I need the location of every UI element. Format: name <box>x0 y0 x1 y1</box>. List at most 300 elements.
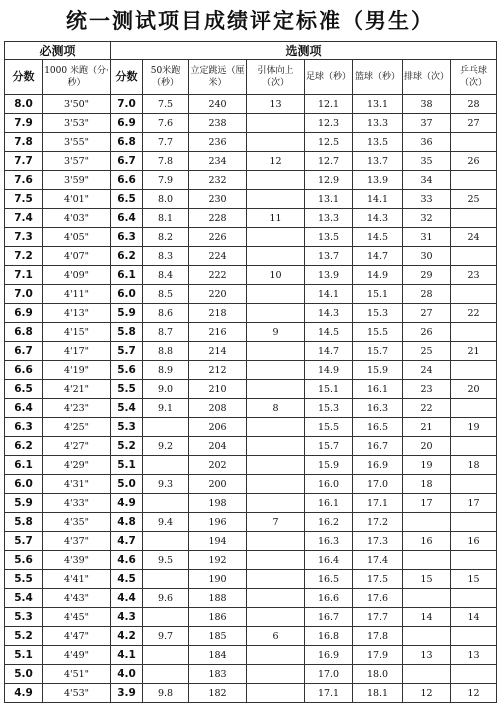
cell-football: 12.7 <box>305 152 353 171</box>
cell-pull-up <box>247 494 305 513</box>
cell-table-tennis: 22 <box>451 304 497 323</box>
table-row <box>5 171 497 190</box>
cell-football: 17.1 <box>305 684 353 703</box>
cell-basketball: 15.1 <box>353 285 403 304</box>
cell-time-1000m: 4'45" <box>43 608 111 627</box>
cell-volleyball: 17 <box>403 494 451 513</box>
cell-score-optional: 4.7 <box>111 532 143 551</box>
cell-score-required: 7.7 <box>5 152 43 171</box>
cell-basketball: 17.6 <box>353 589 403 608</box>
cell-time-50m: 8.5 <box>143 285 189 304</box>
cell-table-tennis: 18 <box>451 456 497 475</box>
cell-score-required: 6.6 <box>5 361 43 380</box>
cell-basketball: 15.9 <box>353 361 403 380</box>
cell-basketball: 15.5 <box>353 323 403 342</box>
cell-score-required: 7.2 <box>5 247 43 266</box>
cell-pull-up <box>247 247 305 266</box>
cell-time-1000m: 4'09" <box>43 266 111 285</box>
cell-time-50m <box>143 646 189 665</box>
cell-score-required: 6.5 <box>5 380 43 399</box>
cell-table-tennis: 21 <box>451 342 497 361</box>
cell-time-50m: 7.7 <box>143 133 189 152</box>
cell-table-tennis <box>451 247 497 266</box>
cell-time-50m: 9.7 <box>143 627 189 646</box>
cell-long-jump: 185 <box>189 627 247 646</box>
cell-score-required: 6.2 <box>5 437 43 456</box>
cell-score-optional: 5.7 <box>111 342 143 361</box>
cell-volleyball: 20 <box>403 437 451 456</box>
cell-time-50m: 8.8 <box>143 342 189 361</box>
cell-volleyball: 12 <box>403 684 451 703</box>
cell-pull-up <box>247 532 305 551</box>
cell-time-50m: 8.6 <box>143 304 189 323</box>
cell-table-tennis <box>451 589 497 608</box>
header-pull-up: 引体向上（次） <box>247 60 305 95</box>
cell-table-tennis: 19 <box>451 418 497 437</box>
cell-score-required: 5.9 <box>5 494 43 513</box>
cell-time-50m: 9.5 <box>143 551 189 570</box>
cell-volleyball: 30 <box>403 247 451 266</box>
cell-time-50m: 9.1 <box>143 399 189 418</box>
cell-time-1000m: 3'53" <box>43 114 111 133</box>
cell-long-jump: 190 <box>189 570 247 589</box>
table-row <box>5 209 497 228</box>
cell-table-tennis <box>451 513 497 532</box>
cell-football: 12.3 <box>305 114 353 133</box>
cell-time-50m: 8.2 <box>143 228 189 247</box>
cell-time-1000m: 4'53" <box>43 684 111 703</box>
cell-long-jump: 198 <box>189 494 247 513</box>
cell-pull-up <box>247 608 305 627</box>
cell-long-jump: 222 <box>189 266 247 285</box>
cell-pull-up: 9 <box>247 323 305 342</box>
table-row <box>5 361 497 380</box>
cell-score-optional: 4.9 <box>111 494 143 513</box>
cell-time-1000m: 3'50" <box>43 95 111 114</box>
cell-score-optional: 5.6 <box>111 361 143 380</box>
cell-basketball: 17.8 <box>353 627 403 646</box>
cell-long-jump: 183 <box>189 665 247 684</box>
cell-basketball: 13.7 <box>353 152 403 171</box>
cell-football: 14.7 <box>305 342 353 361</box>
cell-score-required: 7.0 <box>5 285 43 304</box>
table-row <box>5 190 497 209</box>
cell-football: 16.5 <box>305 570 353 589</box>
table-row <box>5 570 497 589</box>
cell-volleyball: 37 <box>403 114 451 133</box>
cell-table-tennis <box>451 361 497 380</box>
table-row <box>5 684 497 703</box>
cell-football: 15.3 <box>305 399 353 418</box>
cell-volleyball: 21 <box>403 418 451 437</box>
cell-score-required: 7.3 <box>5 228 43 247</box>
cell-long-jump: 226 <box>189 228 247 247</box>
cell-time-1000m: 4'13" <box>43 304 111 323</box>
table-row <box>5 627 497 646</box>
cell-volleyball <box>403 551 451 570</box>
cell-pull-up <box>247 342 305 361</box>
cell-time-1000m: 4'37" <box>43 532 111 551</box>
cell-time-1000m: 4'27" <box>43 437 111 456</box>
table-row <box>5 247 497 266</box>
table-row <box>5 323 497 342</box>
cell-time-1000m: 4'21" <box>43 380 111 399</box>
table-row <box>5 114 497 133</box>
cell-long-jump: 228 <box>189 209 247 228</box>
cell-volleyball <box>403 589 451 608</box>
cell-time-50m <box>143 456 189 475</box>
cell-table-tennis: 14 <box>451 608 497 627</box>
cell-time-50m <box>143 532 189 551</box>
cell-score-required: 7.4 <box>5 209 43 228</box>
cell-table-tennis <box>451 133 497 152</box>
table-body <box>5 95 497 703</box>
score-table <box>4 41 497 703</box>
cell-football: 14.3 <box>305 304 353 323</box>
cell-score-required: 4.9 <box>5 684 43 703</box>
cell-basketball: 13.3 <box>353 114 403 133</box>
cell-football: 12.5 <box>305 133 353 152</box>
cell-table-tennis: 24 <box>451 228 497 247</box>
cell-score-required: 5.0 <box>5 665 43 684</box>
cell-time-1000m: 4'31" <box>43 475 111 494</box>
cell-table-tennis <box>451 285 497 304</box>
header-basketball: 篮球（秒） <box>353 60 403 95</box>
cell-table-tennis <box>451 323 497 342</box>
cell-pull-up <box>247 570 305 589</box>
cell-score-optional: 7.0 <box>111 95 143 114</box>
cell-time-50m <box>143 665 189 684</box>
cell-football: 13.3 <box>305 209 353 228</box>
column-header-row <box>5 60 497 95</box>
cell-table-tennis: 13 <box>451 646 497 665</box>
cell-score-required: 5.8 <box>5 513 43 532</box>
cell-score-optional: 6.8 <box>111 133 143 152</box>
cell-football: 17.0 <box>305 665 353 684</box>
cell-football: 16.7 <box>305 608 353 627</box>
cell-score-optional: 5.8 <box>111 323 143 342</box>
cell-time-50m: 8.1 <box>143 209 189 228</box>
cell-score-required: 7.6 <box>5 171 43 190</box>
cell-time-50m: 9.0 <box>143 380 189 399</box>
cell-table-tennis: 23 <box>451 266 497 285</box>
table-row <box>5 304 497 323</box>
cell-score-required: 5.3 <box>5 608 43 627</box>
header-1000m-run: 1000 米跑（分·秒） <box>43 60 111 95</box>
cell-pull-up <box>247 684 305 703</box>
cell-time-50m: 9.2 <box>143 437 189 456</box>
cell-score-optional: 4.0 <box>111 665 143 684</box>
cell-volleyball: 16 <box>403 532 451 551</box>
cell-time-50m <box>143 608 189 627</box>
cell-table-tennis <box>451 665 497 684</box>
cell-table-tennis: 26 <box>451 152 497 171</box>
cell-basketball: 17.4 <box>353 551 403 570</box>
cell-basketball: 16.3 <box>353 399 403 418</box>
cell-score-required: 6.8 <box>5 323 43 342</box>
cell-basketball: 17.5 <box>353 570 403 589</box>
cell-pull-up <box>247 114 305 133</box>
cell-pull-up <box>247 646 305 665</box>
cell-football: 16.8 <box>305 627 353 646</box>
cell-football: 13.9 <box>305 266 353 285</box>
cell-score-optional: 6.6 <box>111 171 143 190</box>
cell-time-50m: 7.9 <box>143 171 189 190</box>
cell-time-1000m: 4'05" <box>43 228 111 247</box>
cell-time-50m: 7.6 <box>143 114 189 133</box>
cell-time-50m: 9.4 <box>143 513 189 532</box>
cell-volleyball: 38 <box>403 95 451 114</box>
cell-time-50m <box>143 570 189 589</box>
cell-basketball: 16.7 <box>353 437 403 456</box>
cell-football: 15.7 <box>305 437 353 456</box>
cell-time-1000m: 4'43" <box>43 589 111 608</box>
cell-long-jump: 186 <box>189 608 247 627</box>
cell-score-optional: 4.1 <box>111 646 143 665</box>
cell-basketball: 17.7 <box>353 608 403 627</box>
table-row <box>5 228 497 247</box>
cell-pull-up <box>247 589 305 608</box>
cell-score-optional: 6.9 <box>111 114 143 133</box>
cell-time-1000m: 4'23" <box>43 399 111 418</box>
cell-football: 15.1 <box>305 380 353 399</box>
table-row <box>5 152 497 171</box>
cell-volleyball <box>403 627 451 646</box>
cell-pull-up: 10 <box>247 266 305 285</box>
table-row <box>5 475 497 494</box>
cell-time-1000m: 4'03" <box>43 209 111 228</box>
cell-table-tennis: 28 <box>451 95 497 114</box>
table-row <box>5 532 497 551</box>
cell-long-jump: 194 <box>189 532 247 551</box>
cell-long-jump: 230 <box>189 190 247 209</box>
cell-long-jump: 184 <box>189 646 247 665</box>
cell-basketball: 16.5 <box>353 418 403 437</box>
cell-score-optional: 6.0 <box>111 285 143 304</box>
cell-score-required: 8.0 <box>5 95 43 114</box>
cell-score-required: 7.1 <box>5 266 43 285</box>
cell-score-optional: 6.2 <box>111 247 143 266</box>
cell-football: 12.9 <box>305 171 353 190</box>
cell-score-optional: 4.3 <box>111 608 143 627</box>
cell-pull-up <box>247 285 305 304</box>
cell-volleyball: 13 <box>403 646 451 665</box>
cell-time-1000m: 4'49" <box>43 646 111 665</box>
cell-football: 16.6 <box>305 589 353 608</box>
cell-score-optional: 4.6 <box>111 551 143 570</box>
cell-long-jump: 188 <box>189 589 247 608</box>
cell-football: 14.9 <box>305 361 353 380</box>
cell-score-optional: 6.3 <box>111 228 143 247</box>
cell-volleyball: 23 <box>403 380 451 399</box>
cell-football: 13.7 <box>305 247 353 266</box>
cell-long-jump: 202 <box>189 456 247 475</box>
header-score-optional: 分数 <box>111 60 143 95</box>
cell-pull-up <box>247 665 305 684</box>
group-header-row <box>5 42 497 60</box>
table-row <box>5 95 497 114</box>
cell-pull-up: 13 <box>247 95 305 114</box>
cell-table-tennis <box>451 627 497 646</box>
cell-pull-up <box>247 437 305 456</box>
cell-long-jump: 234 <box>189 152 247 171</box>
cell-volleyball: 22 <box>403 399 451 418</box>
cell-football: 15.9 <box>305 456 353 475</box>
cell-long-jump: 182 <box>189 684 247 703</box>
cell-table-tennis: 12 <box>451 684 497 703</box>
cell-score-required: 6.3 <box>5 418 43 437</box>
cell-score-required: 5.6 <box>5 551 43 570</box>
table-row <box>5 513 497 532</box>
table-row <box>5 418 497 437</box>
cell-long-jump: 232 <box>189 171 247 190</box>
cell-volleyball: 26 <box>403 323 451 342</box>
cell-football: 12.1 <box>305 95 353 114</box>
cell-pull-up <box>247 304 305 323</box>
header-table-tennis: 乒乓球（次） <box>451 60 497 95</box>
cell-pull-up: 8 <box>247 399 305 418</box>
cell-volleyball <box>403 665 451 684</box>
header-football: 足球（秒） <box>305 60 353 95</box>
cell-time-50m: 8.0 <box>143 190 189 209</box>
cell-table-tennis <box>451 209 497 228</box>
table-row <box>5 589 497 608</box>
cell-long-jump: 218 <box>189 304 247 323</box>
cell-long-jump: 220 <box>189 285 247 304</box>
cell-score-required: 5.4 <box>5 589 43 608</box>
cell-time-50m: 7.5 <box>143 95 189 114</box>
cell-score-required: 7.5 <box>5 190 43 209</box>
cell-table-tennis: 17 <box>451 494 497 513</box>
table-row <box>5 437 497 456</box>
cell-score-required: 5.1 <box>5 646 43 665</box>
cell-score-optional: 6.7 <box>111 152 143 171</box>
cell-score-optional: 5.9 <box>111 304 143 323</box>
cell-time-1000m: 4'15" <box>43 323 111 342</box>
cell-volleyball: 33 <box>403 190 451 209</box>
cell-pull-up <box>247 361 305 380</box>
cell-basketball: 16.1 <box>353 380 403 399</box>
cell-time-50m: 8.9 <box>143 361 189 380</box>
cell-score-optional: 4.2 <box>111 627 143 646</box>
cell-football: 16.9 <box>305 646 353 665</box>
cell-score-optional: 5.1 <box>111 456 143 475</box>
cell-long-jump: 212 <box>189 361 247 380</box>
table-row <box>5 551 497 570</box>
cell-pull-up <box>247 380 305 399</box>
cell-volleyball: 18 <box>403 475 451 494</box>
header-standing-long-jump: 立定跳远（厘米） <box>189 60 247 95</box>
cell-football: 16.2 <box>305 513 353 532</box>
cell-table-tennis: 16 <box>451 532 497 551</box>
cell-time-50m: 9.8 <box>143 684 189 703</box>
cell-score-optional: 6.5 <box>111 190 143 209</box>
cell-score-required: 5.2 <box>5 627 43 646</box>
cell-time-1000m: 4'47" <box>43 627 111 646</box>
table-row <box>5 646 497 665</box>
cell-basketball: 15.7 <box>353 342 403 361</box>
cell-basketball: 17.3 <box>353 532 403 551</box>
cell-football: 14.5 <box>305 323 353 342</box>
cell-pull-up <box>247 228 305 247</box>
cell-score-optional: 5.0 <box>111 475 143 494</box>
cell-pull-up <box>247 475 305 494</box>
cell-pull-up <box>247 456 305 475</box>
cell-basketball: 14.1 <box>353 190 403 209</box>
cell-basketball: 13.5 <box>353 133 403 152</box>
cell-table-tennis: 20 <box>451 380 497 399</box>
cell-score-optional: 4.4 <box>111 589 143 608</box>
cell-time-1000m: 4'19" <box>43 361 111 380</box>
table-row <box>5 266 497 285</box>
header-50m-run: 50米跑（秒） <box>143 60 189 95</box>
cell-basketball: 17.0 <box>353 475 403 494</box>
cell-time-50m: 8.7 <box>143 323 189 342</box>
cell-basketball: 18.0 <box>353 665 403 684</box>
cell-score-optional: 6.1 <box>111 266 143 285</box>
page-title: 统一测试项目成绩评定标准（男生） <box>66 9 434 33</box>
cell-basketball: 14.3 <box>353 209 403 228</box>
table-row <box>5 456 497 475</box>
cell-score-optional: 4.5 <box>111 570 143 589</box>
cell-time-50m: 8.3 <box>143 247 189 266</box>
cell-score-required: 5.5 <box>5 570 43 589</box>
cell-score-optional: 6.4 <box>111 209 143 228</box>
header-score-required: 分数 <box>5 60 43 95</box>
cell-basketball: 14.5 <box>353 228 403 247</box>
cell-volleyball: 19 <box>403 456 451 475</box>
cell-score-optional: 4.8 <box>111 513 143 532</box>
cell-time-1000m: 3'59" <box>43 171 111 190</box>
table-row <box>5 665 497 684</box>
cell-volleyball: 34 <box>403 171 451 190</box>
cell-time-50m: 9.3 <box>143 475 189 494</box>
table-row <box>5 133 497 152</box>
cell-pull-up: 12 <box>247 152 305 171</box>
cell-score-optional: 5.5 <box>111 380 143 399</box>
cell-basketball: 14.9 <box>353 266 403 285</box>
cell-table-tennis <box>451 399 497 418</box>
cell-football: 16.0 <box>305 475 353 494</box>
cell-long-jump: 224 <box>189 247 247 266</box>
cell-table-tennis: 27 <box>451 114 497 133</box>
cell-score-required: 6.1 <box>5 456 43 475</box>
cell-long-jump: 214 <box>189 342 247 361</box>
cell-pull-up <box>247 171 305 190</box>
cell-table-tennis <box>451 475 497 494</box>
cell-basketball: 13.9 <box>353 171 403 190</box>
cell-time-1000m: 4'17" <box>43 342 111 361</box>
cell-table-tennis <box>451 551 497 570</box>
cell-long-jump: 216 <box>189 323 247 342</box>
cell-score-required: 6.9 <box>5 304 43 323</box>
cell-time-50m: 9.6 <box>143 589 189 608</box>
cell-long-jump: 238 <box>189 114 247 133</box>
cell-long-jump: 192 <box>189 551 247 570</box>
cell-time-1000m: 4'41" <box>43 570 111 589</box>
cell-volleyball: 36 <box>403 133 451 152</box>
cell-volleyball: 32 <box>403 209 451 228</box>
cell-volleyball: 15 <box>403 570 451 589</box>
cell-score-optional: 5.3 <box>111 418 143 437</box>
group-optional: 选测项 <box>111 42 497 60</box>
cell-football: 16.4 <box>305 551 353 570</box>
cell-time-50m: 7.8 <box>143 152 189 171</box>
cell-volleyball: 27 <box>403 304 451 323</box>
cell-basketball: 17.1 <box>353 494 403 513</box>
table-row <box>5 380 497 399</box>
cell-pull-up <box>247 190 305 209</box>
